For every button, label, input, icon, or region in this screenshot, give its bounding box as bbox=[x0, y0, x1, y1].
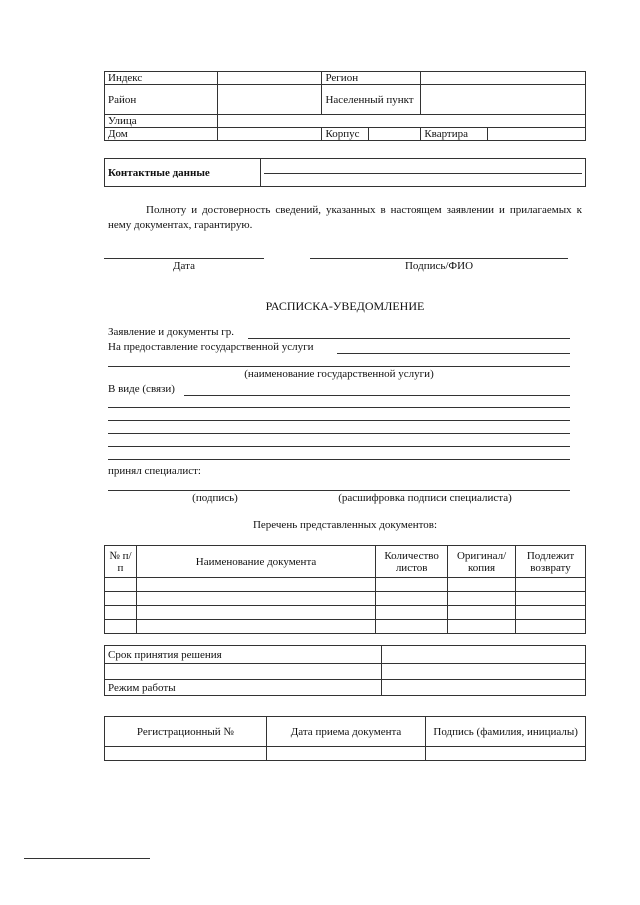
table-row bbox=[105, 620, 586, 634]
registration-table bbox=[104, 716, 586, 761]
footnote-separator bbox=[24, 858, 150, 859]
reg-number-header: Регистрационный № bbox=[105, 717, 267, 747]
table-cell[interactable] bbox=[136, 620, 375, 634]
table-cell[interactable] bbox=[376, 578, 448, 592]
table-cell[interactable] bbox=[448, 592, 516, 606]
table-cell[interactable] bbox=[516, 620, 586, 634]
reg-number-value[interactable] bbox=[105, 747, 267, 761]
table-cell[interactable] bbox=[136, 606, 375, 620]
form-line-2[interactable] bbox=[108, 407, 570, 408]
blank-value[interactable] bbox=[382, 664, 586, 680]
form-line-1[interactable] bbox=[184, 395, 570, 396]
form-line-6[interactable] bbox=[108, 459, 570, 460]
table-cell[interactable] bbox=[105, 606, 137, 620]
table-cell[interactable] bbox=[448, 606, 516, 620]
street-label: Улица bbox=[105, 115, 218, 128]
index-label: Индекс bbox=[105, 72, 218, 85]
table-row bbox=[105, 578, 586, 592]
table-cell[interactable] bbox=[516, 592, 586, 606]
table-cell[interactable] bbox=[448, 578, 516, 592]
col-number-header: № п/п bbox=[105, 546, 137, 578]
street-value[interactable] bbox=[217, 115, 585, 128]
hours-label: Режим работы bbox=[105, 680, 382, 696]
applicant-line[interactable] bbox=[248, 338, 570, 339]
form-line-4[interactable] bbox=[108, 433, 570, 434]
applicant-label: Заявление и документы гр. bbox=[108, 326, 234, 338]
docs-title: Перечень представленных документов: bbox=[252, 519, 438, 531]
sign-caption: (подпись) bbox=[192, 492, 238, 504]
documents-table bbox=[104, 545, 586, 634]
locality-value[interactable] bbox=[421, 85, 586, 115]
contacts-label: Контактные данные bbox=[105, 159, 261, 187]
contacts-table bbox=[104, 158, 586, 187]
blank-cell bbox=[105, 664, 382, 680]
table-cell[interactable] bbox=[136, 578, 375, 592]
col-return-header: Подлежит возврату bbox=[516, 546, 586, 578]
address-table bbox=[104, 71, 586, 141]
house-value[interactable] bbox=[217, 128, 322, 141]
district-label: Район bbox=[105, 85, 218, 115]
decision-table bbox=[104, 645, 586, 696]
reg-date-value[interactable] bbox=[266, 747, 426, 761]
col-sheets-header: Количество листов bbox=[376, 546, 448, 578]
deadline-value[interactable] bbox=[382, 646, 586, 664]
table-cell[interactable] bbox=[516, 578, 586, 592]
region-label: Регион bbox=[322, 72, 421, 85]
service-label: На предоставление государственной услуги bbox=[108, 341, 314, 353]
service-line[interactable] bbox=[337, 353, 570, 354]
building-value[interactable] bbox=[369, 128, 421, 141]
building-label: Корпус bbox=[322, 128, 369, 141]
form-line-5[interactable] bbox=[108, 446, 570, 447]
hours-value[interactable] bbox=[382, 680, 586, 696]
table-cell[interactable] bbox=[105, 592, 137, 606]
table-cell[interactable] bbox=[516, 606, 586, 620]
col-name-header: Наименование документа bbox=[136, 546, 375, 578]
house-label: Дом bbox=[105, 128, 218, 141]
locality-label: Населенный пункт bbox=[322, 85, 421, 115]
table-cell[interactable] bbox=[105, 620, 137, 634]
district-value[interactable] bbox=[217, 85, 322, 115]
table-cell[interactable] bbox=[136, 592, 375, 606]
accepted-label: принял специалист: bbox=[108, 465, 201, 477]
service-caption: (наименование государственной услуги) bbox=[244, 368, 434, 380]
signature-label: Подпись/ФИО bbox=[404, 260, 474, 272]
reg-sign-header: Подпись (фамилия, инициалы) bbox=[426, 717, 586, 747]
table-cell[interactable] bbox=[105, 578, 137, 592]
apartment-value[interactable] bbox=[488, 128, 586, 141]
decode-caption: (расшифровка подписи специалиста) bbox=[338, 492, 512, 504]
index-value[interactable] bbox=[217, 72, 322, 85]
table-row bbox=[105, 606, 586, 620]
table-cell[interactable] bbox=[448, 620, 516, 634]
table-cell[interactable] bbox=[376, 592, 448, 606]
col-original-header: Оригинал/ копия bbox=[448, 546, 516, 578]
guarantee-text: Полноту и достоверность сведений, указанных в настоящем заявлении и прилагаемых к нему документах, гарантирую. bbox=[108, 204, 582, 231]
table-row bbox=[105, 592, 586, 606]
form-line-3[interactable] bbox=[108, 420, 570, 421]
receipt-title: РАСПИСКА-УВЕДОМЛЕНИЕ bbox=[265, 299, 425, 313]
table-cell[interactable] bbox=[376, 620, 448, 634]
deadline-label: Срок принятия решения bbox=[105, 646, 382, 664]
apartment-label: Квартира bbox=[421, 128, 488, 141]
reg-date-header: Дата приема документа bbox=[266, 717, 426, 747]
contacts-value[interactable] bbox=[260, 159, 585, 187]
table-cell[interactable] bbox=[376, 606, 448, 620]
form-label: В виде (связи) bbox=[108, 383, 175, 395]
date-label: Дата bbox=[173, 260, 195, 272]
reg-sign-value[interactable] bbox=[426, 747, 586, 761]
region-value[interactable] bbox=[421, 72, 586, 85]
